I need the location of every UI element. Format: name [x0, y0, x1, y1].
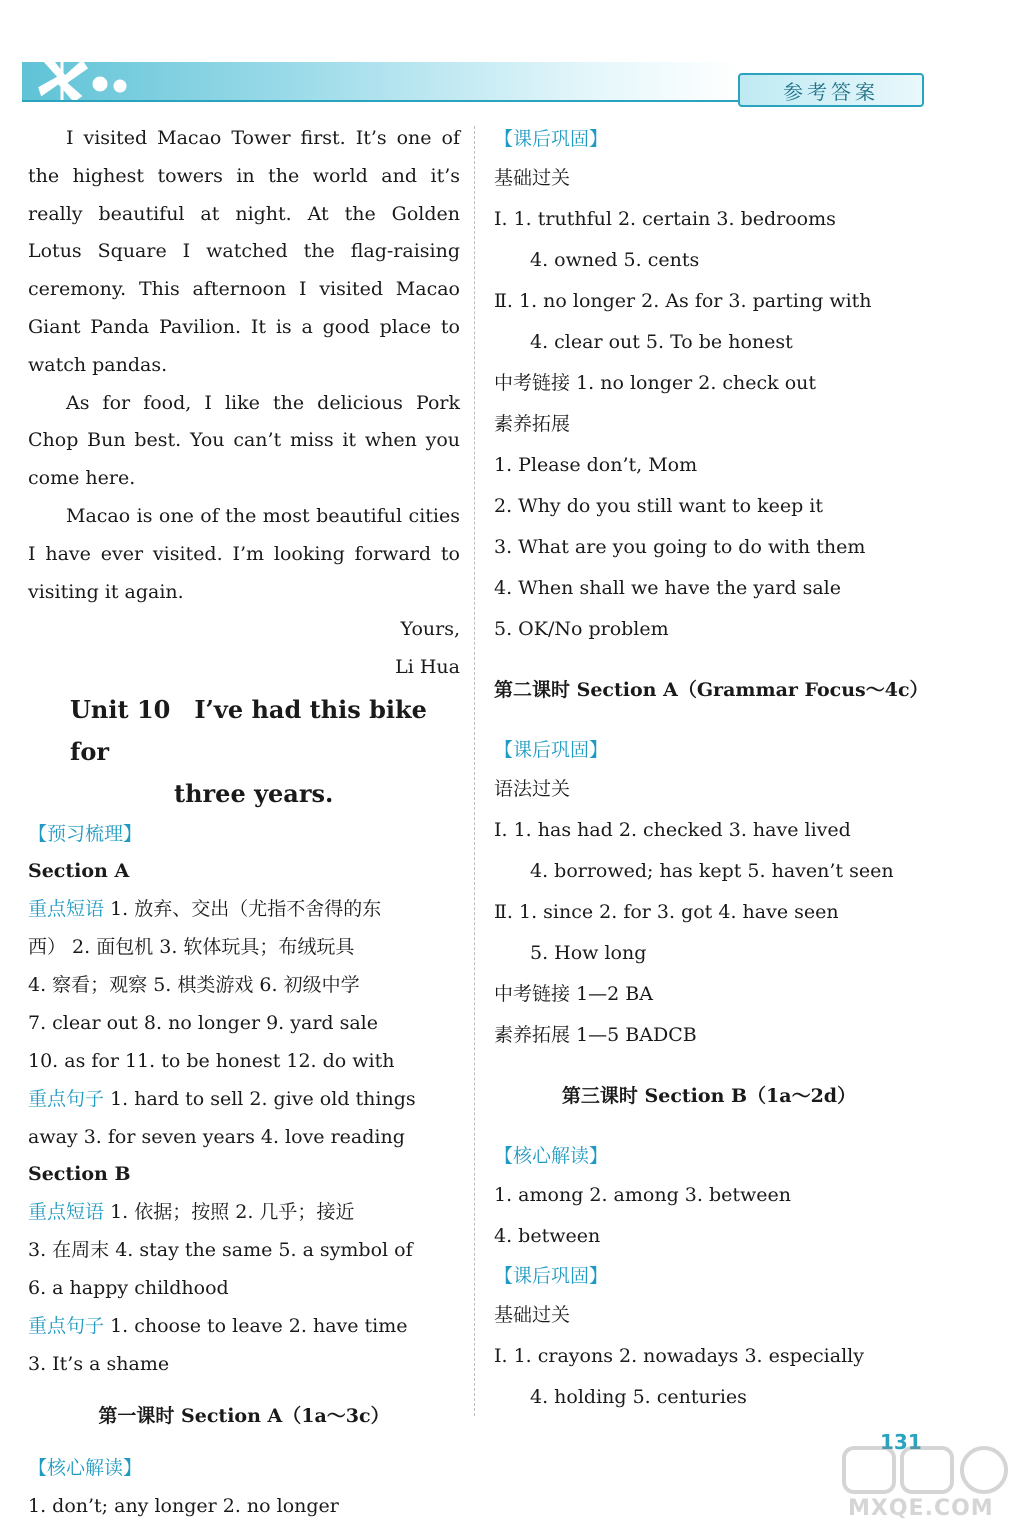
exam-link-line	[494, 974, 924, 1015]
unit-title-line-1: Unit 10 I’ve had this bike for	[70, 694, 427, 766]
left-column	[28, 120, 460, 1525]
section-b-heading: Section B	[28, 1162, 131, 1185]
unit-title	[28, 689, 460, 815]
lesson-3-heading: 第三课时 Section B（1a～2d）	[561, 1085, 857, 1107]
answer-line: 4. 察看；观察 5. 棋类游戏 6. 初级中学	[28, 973, 360, 996]
answer-key-tag: 参考答案	[738, 73, 924, 107]
section-a-heading: Section A	[28, 859, 130, 882]
answer-text: 1—2 BA	[576, 983, 653, 1005]
exam-link-label: 中考链接	[494, 372, 571, 394]
letter-paragraph-3: Macao is one of the most beautiful cities I have ever visited. I’m looking forward to visiting it again.	[28, 504, 460, 603]
answer-line: Ⅰ. 1. crayons 2. nowadays 3. especially	[494, 1345, 864, 1367]
watermark-text: MXQE.COM	[848, 1496, 994, 1521]
page-number: 131	[880, 1430, 922, 1454]
letter-paragraph-1: I visited Macao Tower first. It’s one of the highest towers in the world and it’s really beautiful at night. At the Golden Lotus Square I watched the flag-raising ceremony. This afternoon I visited Macao Giant Panda Pavilion. It is a good place to watch pandas.	[28, 127, 460, 376]
answer-line: 1. don’t; any longer 2. no longer	[28, 1494, 339, 1517]
answer-line: 4. clear out 5. To be honest	[530, 331, 793, 353]
letter-signature: Li Hua	[395, 656, 460, 679]
answer-line: Ⅱ. 1. no longer 2. As for 3. parting with	[494, 290, 872, 312]
answer-text: 1—5 BADCB	[576, 1024, 697, 1046]
letter-closing: Yours,	[400, 618, 460, 641]
preview-heading: 【预习梳理】	[28, 822, 143, 845]
answer-line: 1. among 2. among 3. between	[494, 1184, 791, 1206]
exam-link-label: 中考链接	[494, 983, 571, 1005]
answer-text: 1. hard to sell 2. give old things	[110, 1087, 416, 1110]
answer-line: 4. holding 5. centuries	[530, 1386, 747, 1408]
core-heading: 【核心解读】	[494, 1145, 609, 1167]
extension-heading: 素养拓展	[494, 413, 571, 435]
exam-link-line	[494, 363, 924, 404]
answer-line: 6. a happy childhood	[28, 1276, 229, 1299]
answer-line: Ⅱ. 1. since 2. for 3. got 4. have seen	[494, 901, 839, 923]
after-class-heading: 【课后巩固】	[494, 128, 609, 150]
extension-line	[494, 1015, 924, 1056]
watermark-logo	[838, 1442, 1014, 1526]
section-a-phrases-line-1	[28, 890, 460, 928]
lesson-2-heading: 第二课时 Section A（Grammar Focus～4c）	[494, 679, 929, 701]
answer-line: 3. What are you going to do with them	[494, 536, 866, 558]
basic-heading: 基础过关	[494, 1304, 571, 1326]
answer-text: 1. 依据；按照 2. 几乎；接近	[110, 1200, 355, 1223]
key-phrases-label: 重点短语	[28, 897, 105, 920]
answer-line: Ⅰ. 1. truthful 2. certain 3. bedrooms	[494, 208, 836, 230]
answer-line: 10. as for 11. to be honest 12. do with	[28, 1049, 395, 1072]
key-sentences-label: 重点句子	[28, 1087, 105, 1110]
after-class-heading: 【课后巩固】	[494, 1265, 609, 1287]
answer-line: 2. Why do you still want to keep it	[494, 495, 823, 517]
answer-line: 西） 2. 面包机 3. 软体玩具；布绒玩具	[28, 935, 355, 958]
answer-line: 5. How long	[530, 942, 647, 964]
extension-label: 素养拓展	[494, 1024, 571, 1046]
answer-line: Ⅰ. 1. has had 2. checked 3. have lived	[494, 819, 851, 841]
grammar-heading: 语法过关	[494, 778, 571, 800]
section-a-sentences-line-1	[28, 1080, 460, 1118]
answer-line: 4. borrowed; has kept 5. haven’t seen	[530, 860, 894, 882]
key-phrases-label: 重点短语	[28, 1200, 105, 1223]
unit-title-line-2: three years.	[174, 778, 334, 808]
column-divider	[474, 126, 475, 1416]
section-b-sentences-line-1	[28, 1307, 460, 1345]
section-b-phrases-line-1	[28, 1193, 460, 1231]
answer-line: away 3. for seven years 4. love reading	[28, 1125, 405, 1148]
answer-line: 4. When shall we have the yard sale	[494, 577, 841, 599]
core-heading: 【核心解读】	[28, 1456, 143, 1479]
basic-heading: 基础过关	[494, 167, 571, 189]
answer-text: 1. no longer 2. check out	[576, 372, 817, 394]
letter-paragraph-2: As for food, I like the delicious Pork Chop Bun best. You can’t miss it when you come here.	[28, 391, 460, 490]
answer-line: 4. owned 5. cents	[530, 249, 700, 271]
watermark-stamp-icon	[838, 1442, 1014, 1498]
answer-text: 1. 放弃、交出（尤指不舍得的东	[110, 897, 382, 920]
answer-line: 4. between	[494, 1225, 601, 1247]
answer-line: 3. 在周末 4. stay the same 5. a symbol of	[28, 1238, 413, 1261]
key-sentences-label: 重点句子	[28, 1314, 105, 1337]
right-column	[494, 120, 929, 1418]
answer-line: 5. OK/No problem	[494, 618, 669, 640]
answer-line: 7. clear out 8. no longer 9. yard sale	[28, 1011, 379, 1034]
windmill-logo-icon	[30, 50, 140, 106]
answer-line: 1. Please don’t, Mom	[494, 454, 698, 476]
answer-text: 1. choose to leave 2. have time	[110, 1314, 408, 1337]
answer-line: 3. It’s a shame	[28, 1352, 170, 1375]
after-class-heading: 【课后巩固】	[494, 739, 609, 761]
lesson-1-heading: 第一课时 Section A（1a～3c）	[98, 1404, 390, 1427]
